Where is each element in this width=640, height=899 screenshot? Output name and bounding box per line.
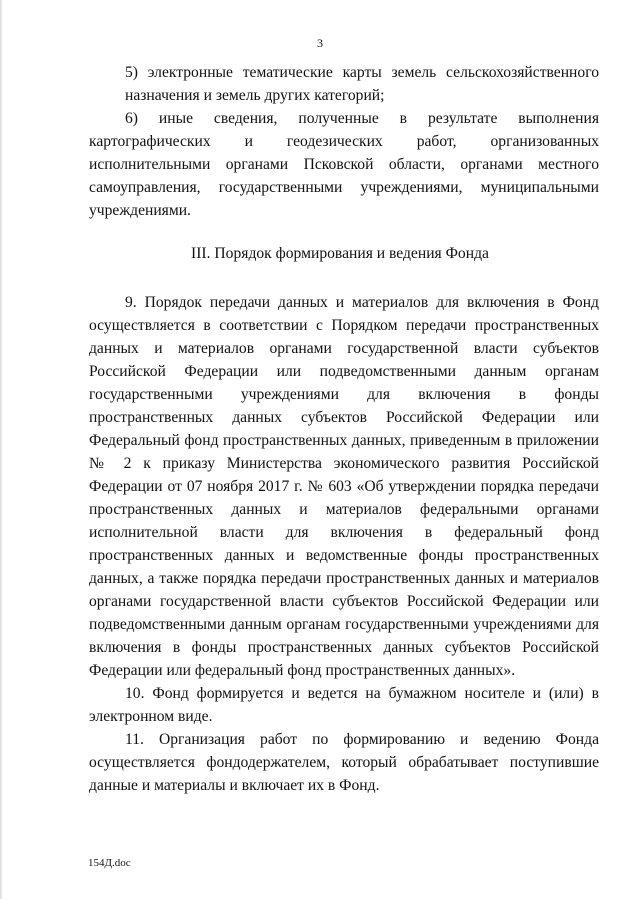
footer-filename: 154Д.doc	[88, 857, 131, 869]
paragraph-10: 10. Фонд формируется и ведется на бумажном носителе и (или) в электронном виде.	[89, 685, 599, 725]
section-heading: III. Порядок формирования и ведения Фонда	[191, 245, 489, 262]
section-body	[89, 291, 599, 797]
page-number: 3	[317, 36, 323, 50]
list-item-6: 6) иные сведения, полученные в результате выполнения картографических и геодезических работ, организованных исполнительными органами Псковской области, органами местного самоуправления, государственными учреждениями, муниципальными учреждениями.	[89, 110, 599, 219]
paragraph-9: 9. Порядок передачи данных и материалов для включения в Фонд осуществляется в соответствии с Порядком передачи пространственных данных и материалов органами государственной власти субъектов Российской Федерации или подведомственными данным органам государственными учреждениями для включения в фонды пространственных данных субъектов Российской Федерации или Федеральный фонд пространственных данных, приведенным в приложении № 2 к приказу Министерства экономического развития Российской Федерации от 07 ноября 2017 г. № 603 «Об утверждении порядка передачи пространственных данных и материалов федеральными органами исполнительной власти для включения в федеральный фонд пространственных данных и ведомственные фонды пространственных данных, а также порядка передачи пространственных данных и материалов органами государственной власти субъектов Российской Федерации или подведомственными данным органам государственными учреждениями для включения в фонды пространственных данных субъектов Российской Федерации или федеральный фонд пространственных данных».	[89, 294, 599, 679]
paragraph-11: 11. Организация работ по формированию и ведению Фонда осуществляется фондодержателем, который обрабатывает поступившие данные и материалы и включает их в Фонд.	[89, 731, 599, 794]
page-edge-shadow	[0, 0, 3, 899]
items-continued-block	[89, 61, 599, 222]
list-item-5: 5) электронные тематические карты земель сельскохозяйственного назначения и земель других категорий;	[125, 64, 599, 104]
